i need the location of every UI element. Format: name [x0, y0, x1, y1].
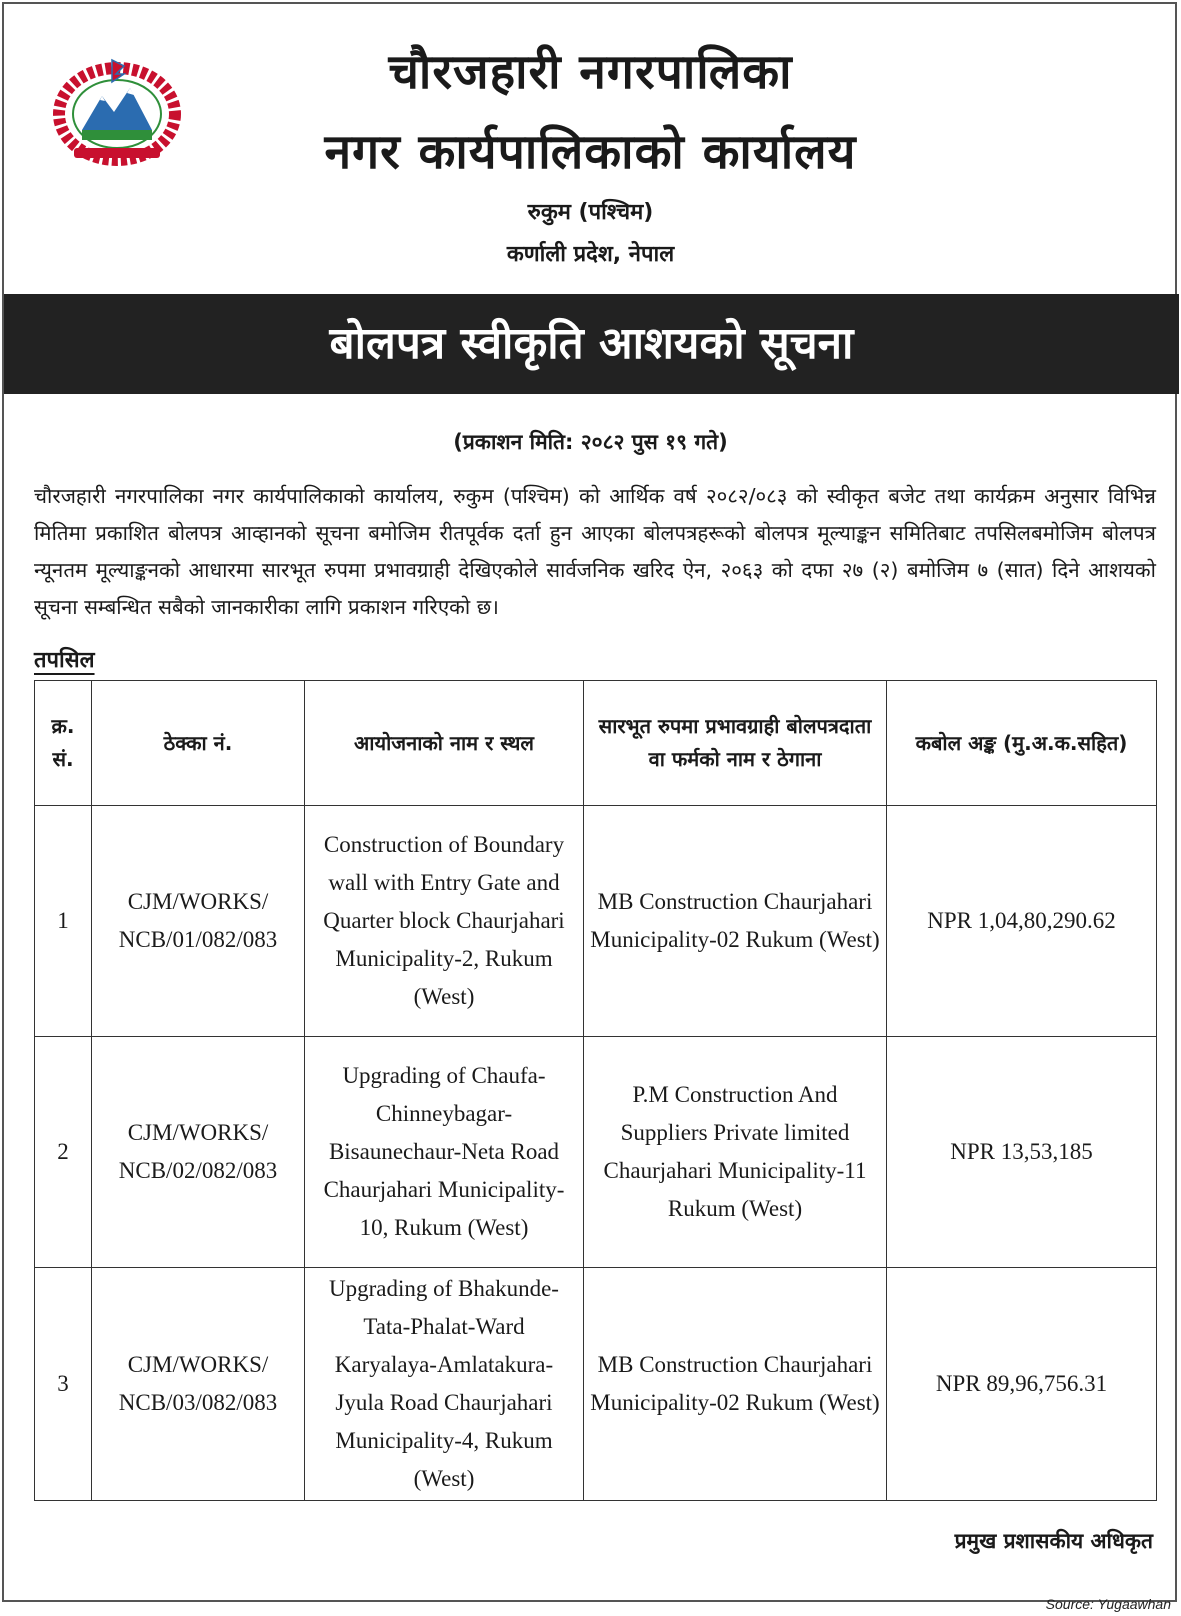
table-row: [35, 1037, 1157, 1268]
cell-bidder: MB Construction Chaurjahari Municipality-02 Rukum (West): [584, 806, 887, 1037]
notice-title-banner: बोलपत्र स्वीकृति आशयको सूचना: [4, 294, 1179, 394]
notice-body: चौरजहारी नगरपालिका नगर कार्यपालिकाको कार्यालय, रुकुम (पश्चिम) को आर्थिक वर्ष २०८२/०८३ को स्वीकृत बजेट तथा कार्यक्रम अनुसार विभिन्न मितिमा प्रकाशित बोलपत्र आव्हानको सूचना बमोजिम रीतपूर्वक दर्ता हुन आएका बोलपत्रहरूको बोलपत्र मूल्याङ्कन समितिबाट तपसिलबमोजिम बोलपत्र न्यूनतम मूल्याङ्कनको आधारमा सारभूत रुपमा प्रभावग्राही देखिएकोले सार्वजनिक खरिद ऐन, २०६३ को दफा २७ (२) बमोजिम ७ (सात) दिने आशयको सूचना सम्बन्धित सबैको जानकारीका लागि प्रकाशन गरिएको छ।: [34, 484, 1156, 619]
cell-project: Upgrading of Bhakunde-Tata-Phalat-Ward Karyalaya-Amlatakura-Jyula Road Chaurjahari Municipality-4, Rukum (West): [305, 1268, 584, 1501]
cell-contract-no: CJM/WORKS/ NCB/02/082/083: [92, 1037, 305, 1268]
header-amount: कबोल अङ्क (मु.अ.क.सहित): [887, 681, 1157, 806]
province-name: कर्णाली प्रदेश, नेपाल: [506, 242, 675, 267]
header-bidder: सारभूत रुपमा प्रभावग्राही बोलपत्रदाता वा फर्मको नाम र ठेगाना: [584, 681, 887, 806]
cell-amount: NPR 1,04,80,290.62: [887, 806, 1157, 1037]
cell-bidder: P.M Construction And Suppliers Private limited Chaurjahari Municipality-11 Rukum (West): [584, 1037, 887, 1268]
schedule-heading: तपसिल: [34, 648, 95, 673]
district-name: रुकुम (पश्चिम): [527, 200, 654, 225]
cell-project: Construction of Boundary wall with Entry Gate and Quarter block Chaurjahari Municipality-2, Rukum (West): [305, 806, 584, 1037]
cell-contract-no: CJM/WORKS/ NCB/03/082/083: [92, 1268, 305, 1501]
source-credit: Source: Yugaawhan: [1045, 1596, 1171, 1612]
table-row: [35, 1268, 1157, 1501]
cell-sn: 1: [35, 806, 92, 1037]
header-sn: क्र. सं.: [35, 681, 92, 806]
tender-table: [34, 680, 1157, 1501]
signatory-title: प्रमुख प्रशासकीय अधिकृत: [954, 1529, 1153, 1553]
cell-sn: 2: [35, 1037, 92, 1268]
header-project: आयोजनाको नाम र स्थल: [305, 681, 584, 806]
table-row: [35, 806, 1157, 1037]
cell-contract-no: CJM/WORKS/ NCB/01/082/083: [92, 806, 305, 1037]
cell-amount: NPR 13,53,185: [887, 1037, 1157, 1268]
cell-bidder: MB Construction Chaurjahari Municipality-02 Rukum (West): [584, 1268, 887, 1501]
header-contract-no: ठेक्का नं.: [92, 681, 305, 806]
table-header-row: [35, 681, 1157, 806]
office-name: नगर कार्यपालिकाको कार्यालय: [324, 124, 857, 180]
cell-project: Upgrading of Chaufa-Chinneybagar-Bisaunechaur-Neta Road Chaurjahari Municipality-10, Rukum (West): [305, 1037, 584, 1268]
cell-sn: 3: [35, 1268, 92, 1501]
municipality-name: चौरजहारी नगरपालिका: [388, 44, 793, 100]
publication-date: (प्रकाशन मिति: २०८२ पुस १९ गते): [453, 430, 728, 454]
cell-amount: NPR 89,96,756.31: [887, 1268, 1157, 1501]
